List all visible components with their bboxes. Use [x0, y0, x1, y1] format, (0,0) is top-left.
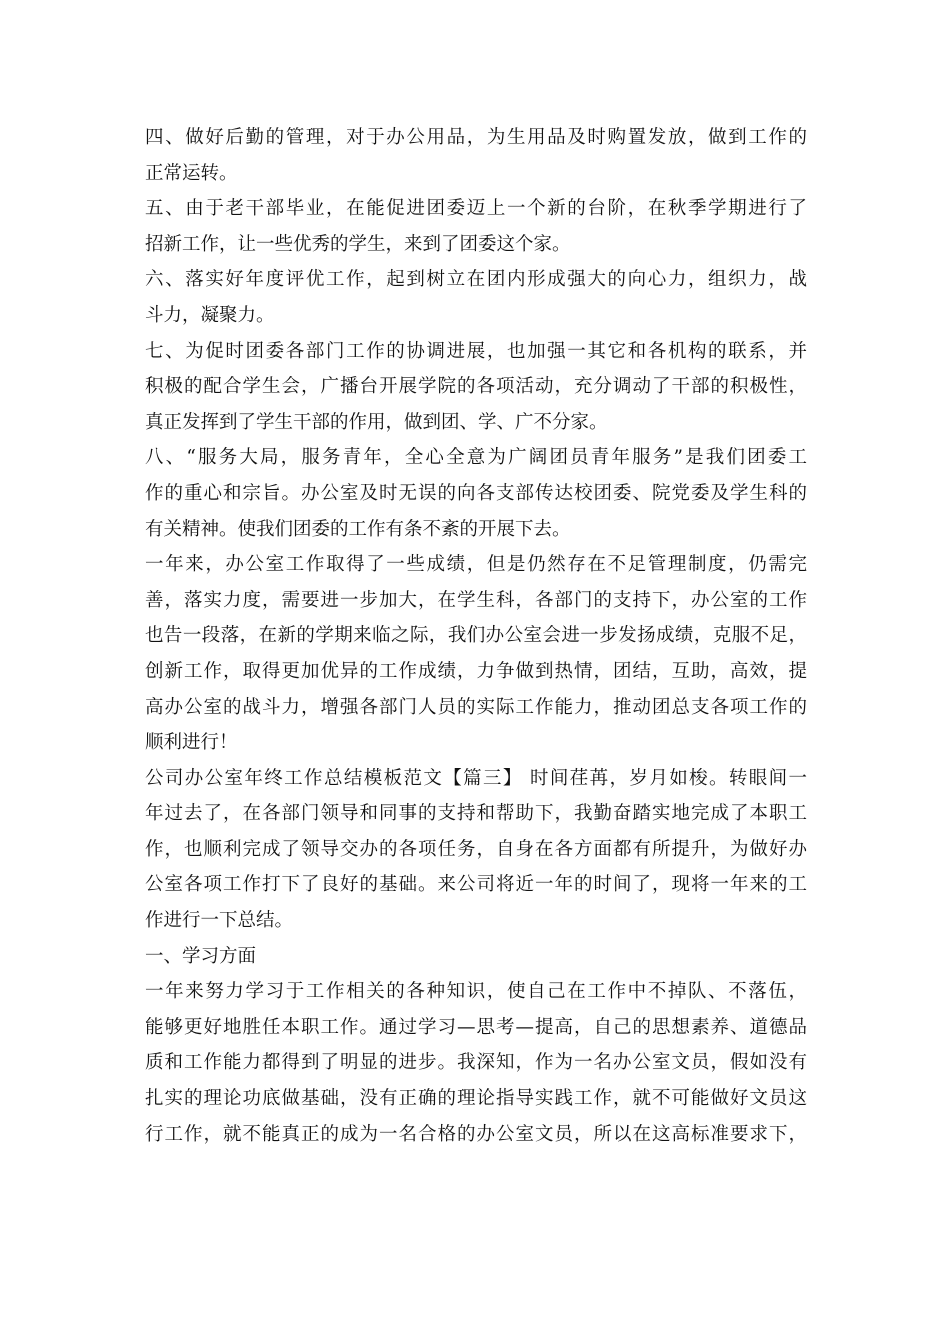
text-line: 公司办公室年终工作总结模板范文【篇三】 时间荏苒，岁月如梭。转眼间一 [145, 767, 807, 789]
text-line: 有关精神。使我们团委的工作有条不紊的开展下去。 [145, 518, 571, 540]
text-line: 四、做好后勤的管理，对于办公用品，为生用品及时购置发放，做到工作的 [145, 127, 807, 148]
text-line: 真正发挥到了学生干部的作用，做到团、学、广不分家。 [145, 411, 608, 433]
text-line: 善，落实力度，需要进一步加大，在学生科，各部门的支持下，办公室的工作 [145, 589, 807, 611]
text-line: 七、为促时团委各部门工作的协调进展，也加强一其它和各机构的联系，并 [145, 340, 807, 362]
text-line: 积极的配合学生会，广播台开展学院的各项活动，充分调动了干部的积极性， [145, 376, 807, 398]
text-line: 也告一段落，在新的学期来临之际，我们办公室会进一步发扬成绩，克服不足， [145, 625, 807, 647]
text-line: 斗力，凝聚力。 [145, 304, 275, 326]
text-line: 顺利进行！ [145, 732, 238, 754]
text-line: 质和工作能力都得到了明显的进步。我深知，作为一名办公室文员，假如没有 [145, 1052, 807, 1074]
text-line: 五、由于老干部毕业，在能促进团委迈上一个新的台阶，在秋季学期进行了 [145, 198, 807, 220]
text-line: 行工作，就不能真正的成为一名合格的办公室文员，所以在这高标准要求下， [145, 1123, 807, 1145]
text-line: 作的重心和宗旨。办公室及时无误的向各支部传达校团委、院党委及学生科的 [145, 482, 807, 504]
text-line: 年过去了，在各部门领导和同事的支持和帮助下，我勤奋踏实地完成了本职工 [145, 803, 807, 825]
text-line: 作，也顺利完成了领导交办的各项任务，自身在各方面都有所提升，为做好办 [145, 838, 807, 860]
document-body [145, 120, 807, 1152]
text-line: 扎实的理论功底做基础，没有正确的理论指导实践工作，就不可能做好文员这 [145, 1088, 807, 1110]
text-line: 六、落实好年度评优工作，起到树立在团内形成强大的向心力，组织力，战 [145, 269, 807, 291]
text-line: 招新工作，让一些优秀的学生，来到了团委这个家。 [145, 233, 571, 255]
text-line: 一年来努力学习于工作相关的各种知识，使自己在工作中不掉队、不落伍， [145, 981, 807, 1003]
text-line: 一年来，办公室工作取得了一些成绩，但是仍然存在不足管理制度，仍需完 [145, 554, 807, 576]
text-line: 一、学习方面 [145, 945, 257, 967]
text-line: 作进行一下总结。 [145, 910, 294, 932]
text-line: 创新工作，取得更加优异的工作成绩，力争做到热情，团结，互助，高效，提 [145, 660, 807, 682]
text-line: 正常运转。 [145, 162, 238, 184]
text-line: 能够更好地胜任本职工作。通过学习—思考—提高，自己的思想素养、道德品 [145, 1016, 807, 1038]
text-line: 高办公室的战斗力，增强各部门人员的实际工作能力，推动团总支各项工作的 [145, 696, 807, 718]
text-line: 八、“服务大局，服务青年，全心全意为广阔团员青年服务”是我们团委工 [145, 447, 807, 469]
text-line: 公室各项工作打下了良好的基础。来公司将近一年的时间了，现将一年来的工 [145, 874, 807, 896]
